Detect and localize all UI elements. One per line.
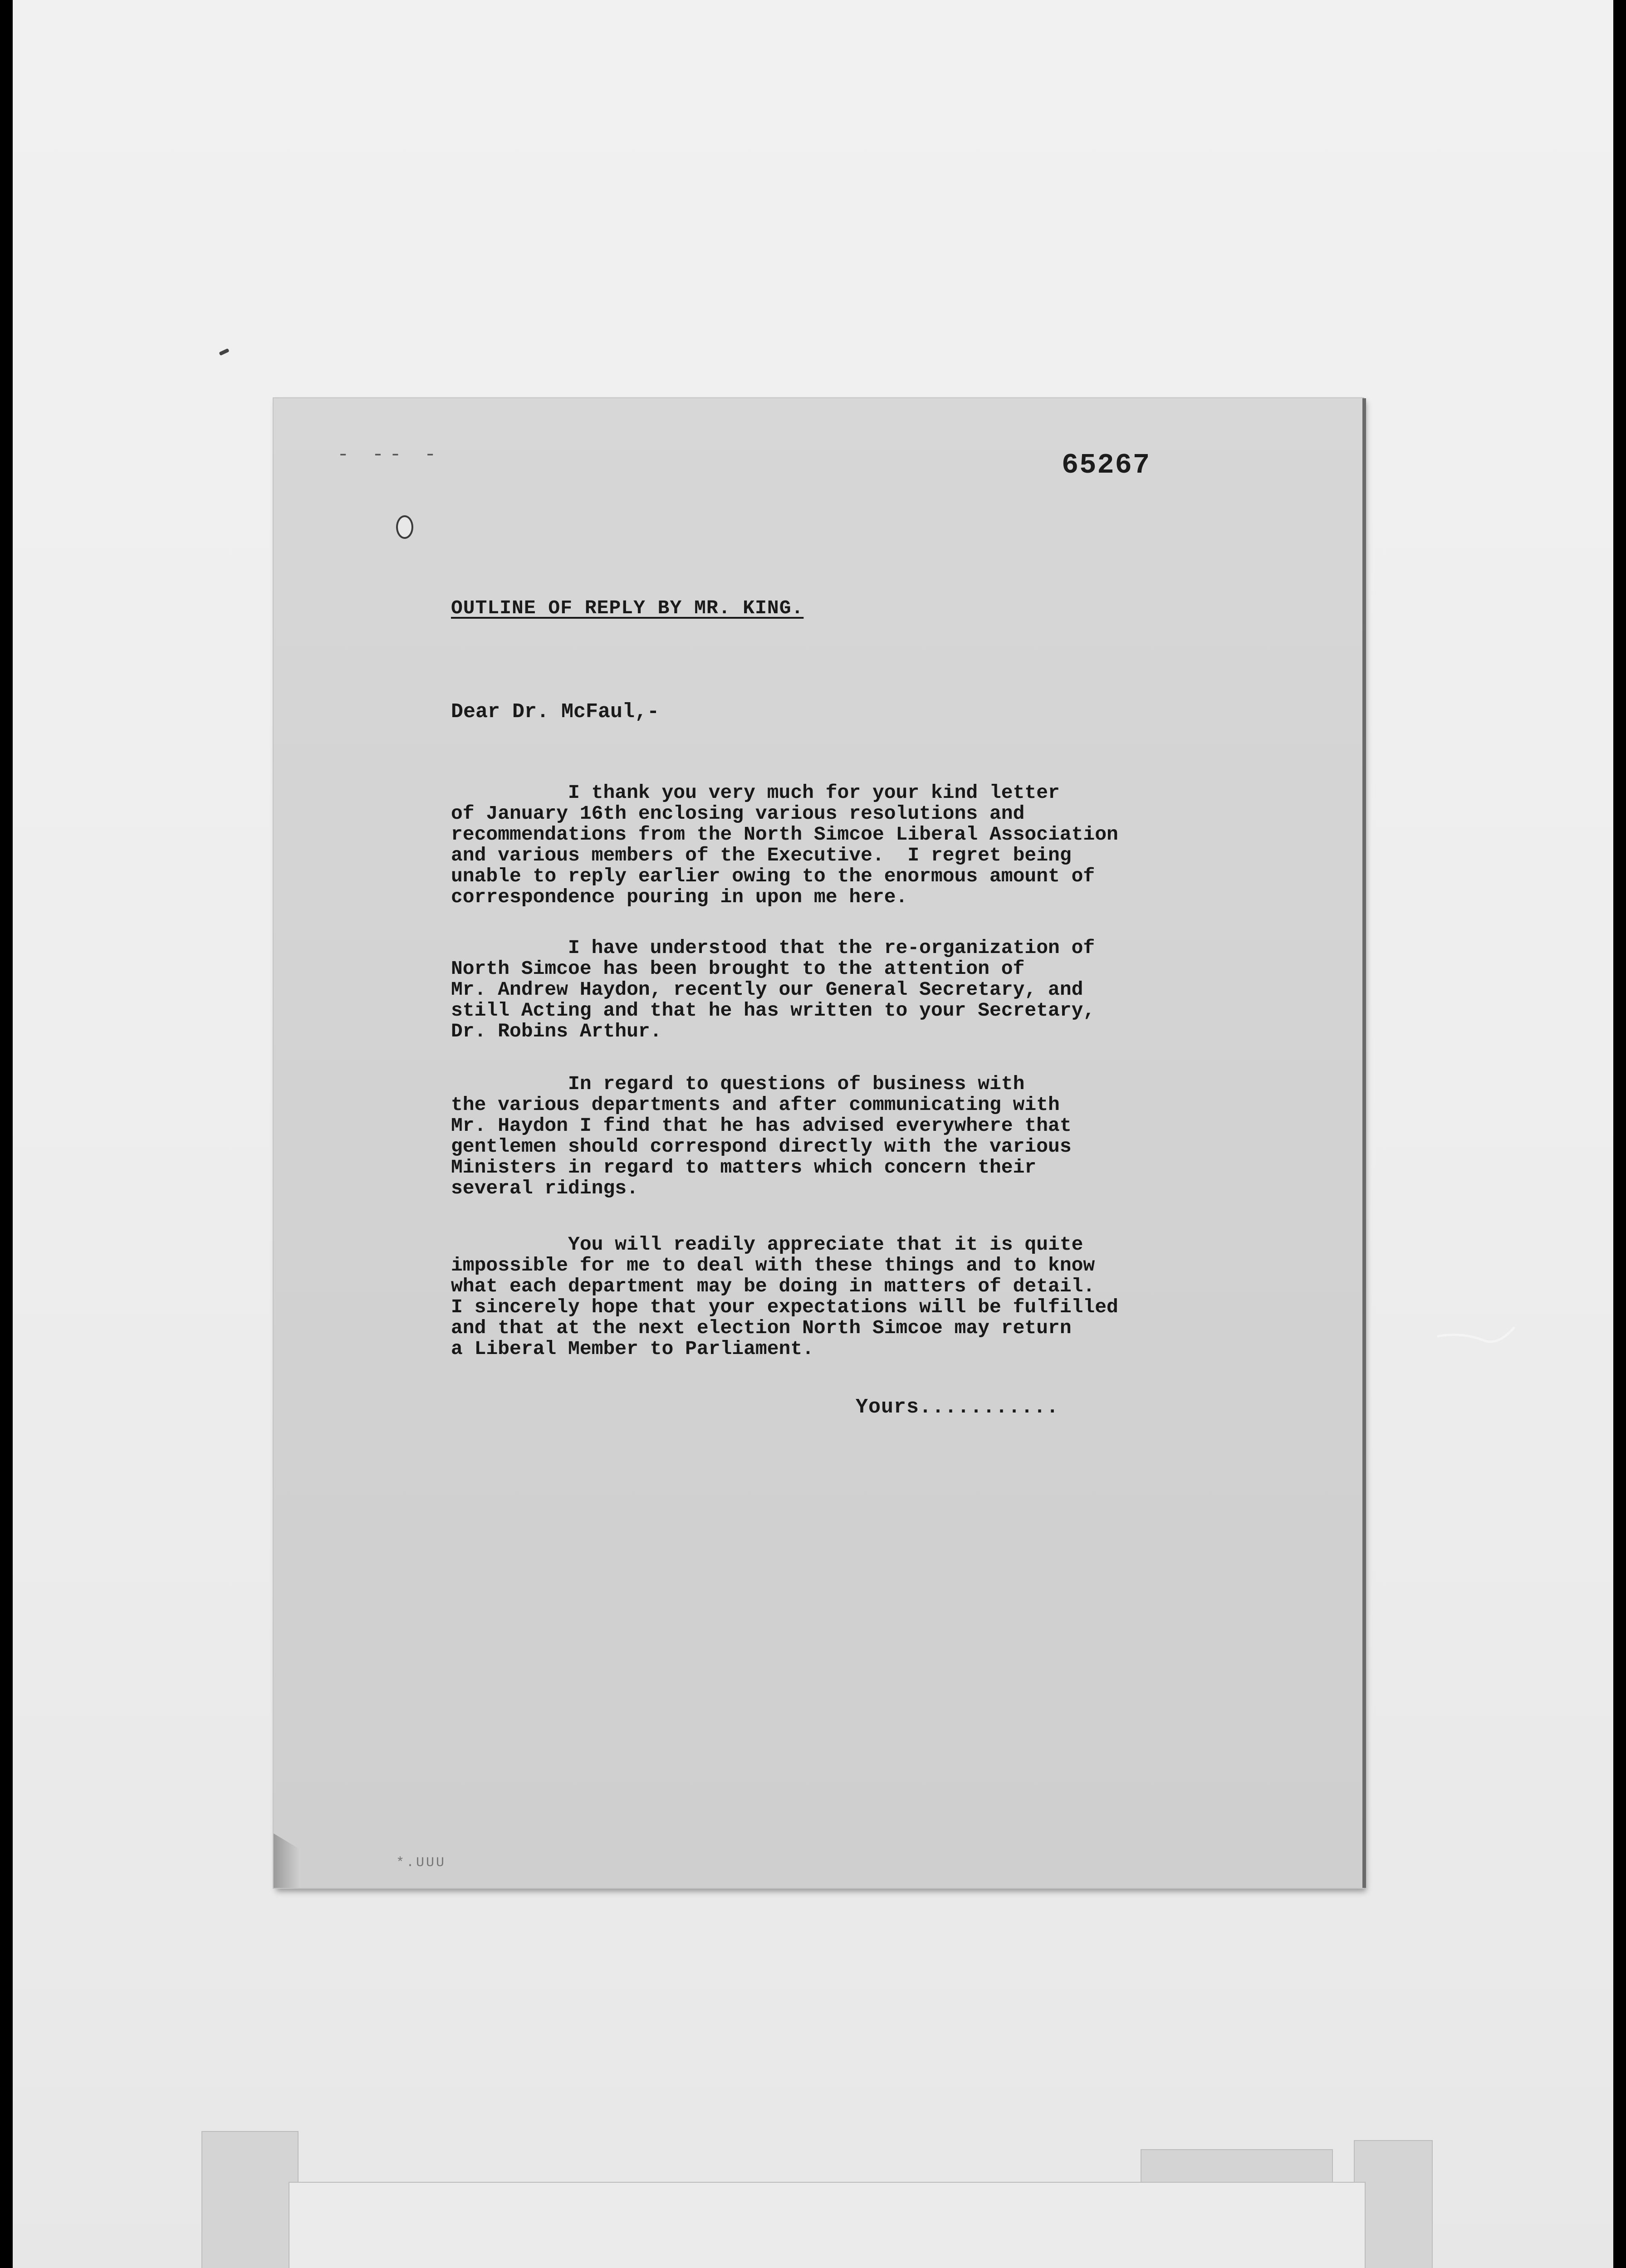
letter-salutation: Dear Dr. McFaul,- [451,700,660,723]
letter-paragraph-2: I have understood that the re-organization of North Simcoe has been brought to the attention of Mr. Andrew Haydon, recently our General Secretary, and still Acting and that he has written to your Secretary, Dr. Robins Arthur. [451,937,1095,1042]
letter-page [274,398,1363,1888]
pencil-check-mark [1435,1323,1517,1354]
page-edge-shadow [1362,398,1366,1888]
tape-strip [1355,2141,1432,2268]
tape-strip [202,2132,298,2268]
page-bottom-marks: *.UUU [396,1855,446,1871]
letter-heading: OUTLINE OF REPLY BY MR. KING. [451,597,804,619]
film-scratch [219,348,229,356]
page-margin-marks: - -- - [337,444,442,466]
microfilm-frame [13,0,1613,2268]
document-number: 65267 [1062,449,1151,481]
letter-closing: Yours........... [856,1396,1059,1419]
archive-label-area [193,2123,1440,2268]
letter-paragraph-4: You will readily appreciate that it is quite impossible for me to deal with these things and to know what each department may be doing in matters of detail. I sincerely hope that your expectations will be fulfilled and that at the next election North Simcoe may return a Liberal Member to Parliament. [451,1233,1118,1360]
page-corner-curl [274,1833,301,1888]
letter-paragraph-1: I thank you very much for your kind letter of January 16th enclosing various resolutions and recommendations from the North Simcoe Liberal Association and various members of the Executive. I regret being unable to reply earlier owing to the enormous amount of correspondence pouring in upon me here. [451,782,1118,908]
punch-hole [396,515,413,539]
archive-label-card [289,2182,1366,2268]
letter-paragraph-3: In regard to questions of business with the various departments and after communicating with Mr. Haydon I find that he has advised everywhere that gentlemen should correspond directly with the various Ministers in regard to matters which concern their several ridings. [451,1073,1072,1199]
